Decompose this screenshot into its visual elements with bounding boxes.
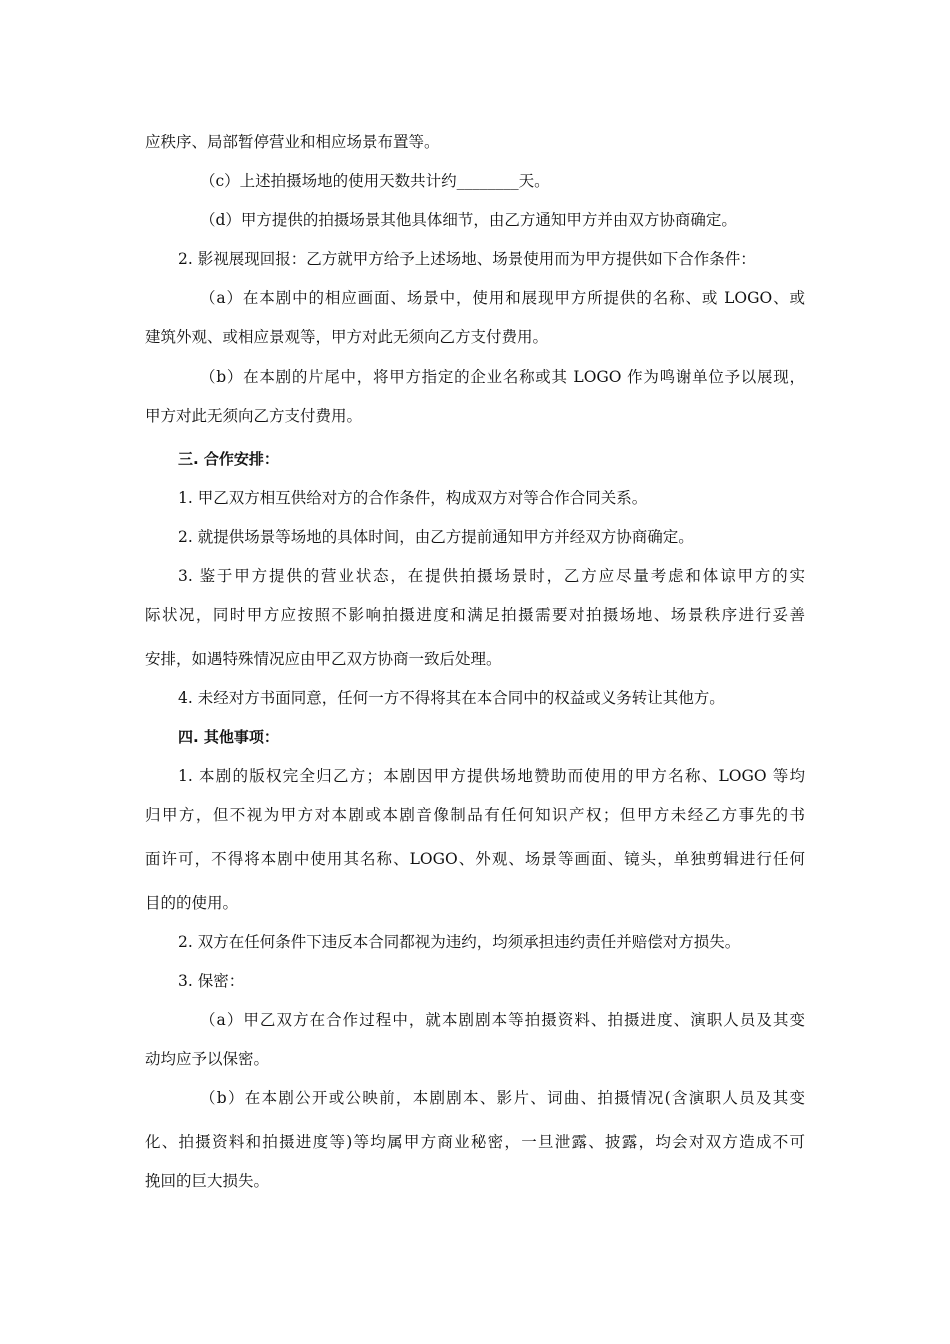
section-heading: 四. 其他事项： [178,728,279,746]
text-line: 2. 双方在任何条件下违反本合同都视为违约，均须承担违约责任并赔偿对方损失。 [178,933,741,951]
text-line: 建筑外观、或相应景观等，甲方对此无须向乙方支付费用。 [145,328,549,346]
text-line: 目的的使用。 [145,894,239,912]
text-line: 挽回的巨大损失。 [145,1172,270,1190]
text-line: 3. 鉴于甲方提供的营业状态，在提供拍摄场景时，乙方应尽量考虑和体谅甲方的实 [178,567,805,585]
text-line: 际状况，同时甲方应按照不影响拍摄进度和满足拍摄需要对拍摄场地、场景秩序进行妥善 [145,606,805,624]
text-line: （a）甲乙双方在合作过程中，就本剧剧本等拍摄资料、拍摄进度、演职人员及其变 [200,1011,805,1029]
text-line: 4. 未经对方书面同意，任何一方不得将其在本合同中的权益或义务转让其他方。 [178,689,725,707]
text-line: 3. 保密： [178,972,245,990]
text-line: （d）甲方提供的拍摄场景其他具体细节，由乙方通知甲方并由双方协商确定。 [200,211,737,229]
text-line: 甲方对此无须向乙方支付费用。 [145,407,363,425]
text-line: （c）上述拍摄场地的使用天数共计约________天。 [200,172,550,190]
text-line: 归甲方，但不视为甲方对本剧或本剧音像制品有任何知识产权；但甲方未经乙方事先的书 [145,806,805,824]
text-line: 2. 就提供场景等场地的具体时间，由乙方提前通知甲方并经双方协商确定。 [178,528,694,546]
text-line: 化、拍摄资料和拍摄进度等)等均属甲方商业秘密，一旦泄露、披露，均会对双方造成不可 [145,1133,805,1151]
text-line: 1. 甲乙双方相互供给对方的合作条件，构成双方对等合作合同关系。 [178,489,648,507]
text-line: 应秩序、局部暂停营业和相应场景布置等。 [145,133,440,151]
text-line: 面许可，不得将本剧中使用其名称、LOGO、外观、场景等画面、镜头，单独剪辑进行任何 [145,850,805,868]
section-heading: 三. 合作安排： [178,450,279,468]
text-line: （a）在本剧中的相应画面、场景中，使用和展现甲方所提供的名称、或 LOGO、或 [200,289,805,307]
text-line: （b）在本剧公开或公映前，本剧剧本、影片、词曲、拍摄情况(含演职人员及其变 [200,1089,805,1107]
text-line: 安排，如遇特殊情况应由甲乙双方协商一致后处理。 [145,650,502,668]
text-line: 2. 影视展现回报：乙方就甲方给予上述场地、场景使用而为甲方提供如下合作条件： [178,250,756,268]
text-line: （b）在本剧的片尾中，将甲方指定的企业名称或其 LOGO 作为鸣谢单位予以展现， [200,368,805,386]
text-line: 动均应予以保密。 [145,1050,270,1068]
text-line: 1. 本剧的版权完全归乙方；本剧因甲方提供场地赞助而使用的甲方名称、LOGO 等均 [178,767,805,785]
